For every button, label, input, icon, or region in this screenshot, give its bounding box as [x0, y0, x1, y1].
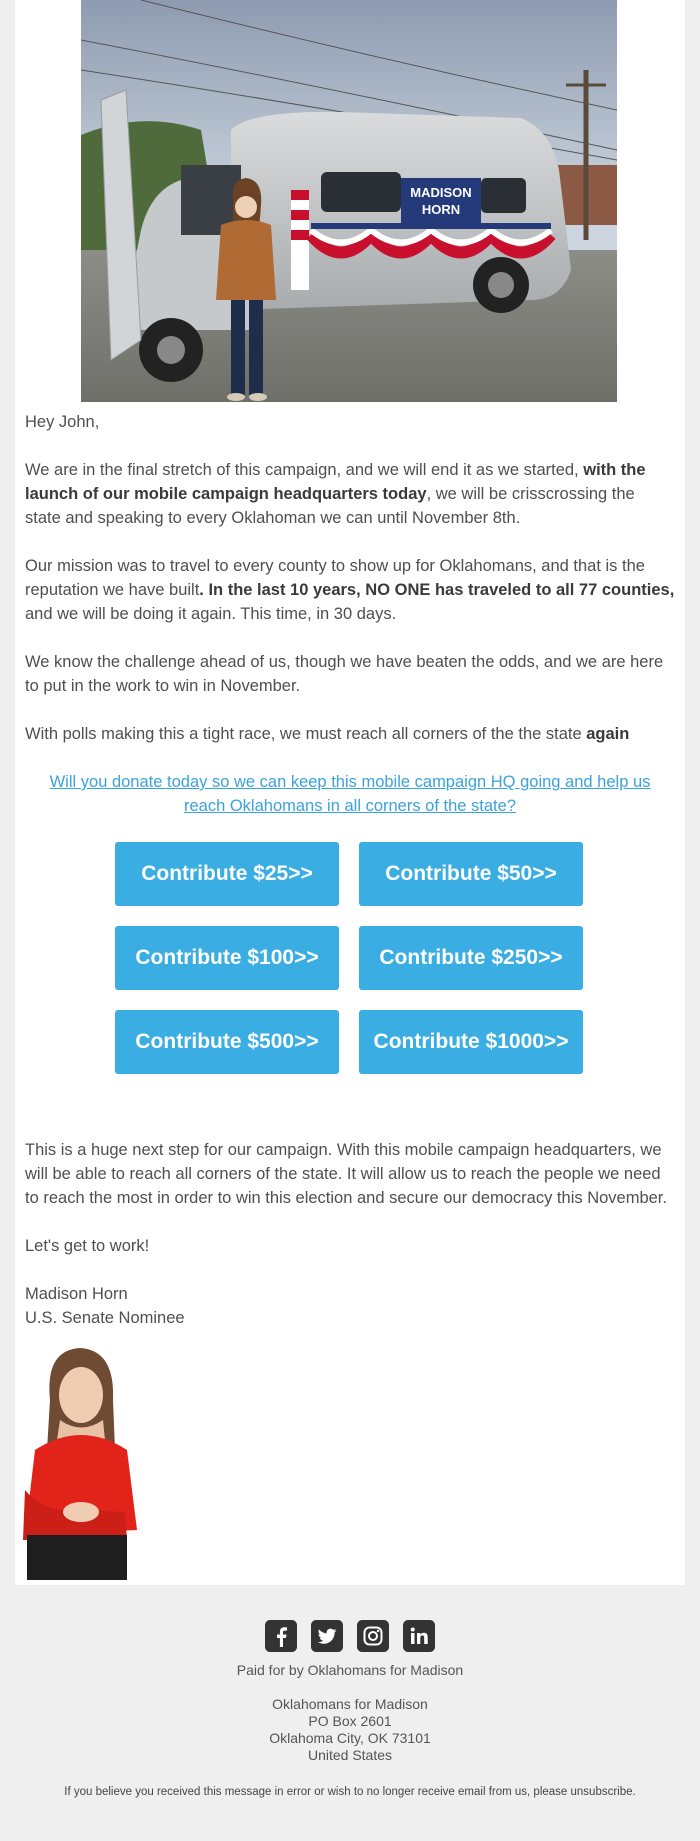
hero-sign-line2: HORN — [421, 202, 461, 217]
instagram-icon[interactable] — [357, 1620, 389, 1652]
signature — [25, 1282, 675, 1330]
contribute-250-button[interactable]: Contribute $250>> — [359, 926, 583, 990]
linkedin-glyph — [408, 1625, 430, 1647]
greeting: Hey John, — [25, 413, 100, 431]
address-org: Oklahomans for Madison — [272, 1696, 428, 1712]
candidate-portrait — [15, 1340, 145, 1580]
paragraph-mission-text: Our mission was to travel to every county to show up for Oklahomans, and that is the reputation we have built — [25, 557, 645, 599]
signature-title: U.S. Senate Nominee — [25, 1309, 185, 1327]
address-country: United States — [307, 1747, 393, 1763]
paragraph-challenge: We know the challenge ahead of us, though we have beaten the odds, and we are here to put in the work to win in November. — [25, 653, 664, 695]
paragraph-polls-text: With polls making this a tight race, we must reach all corners of the the state — [25, 725, 587, 743]
contribute-50-button[interactable]: Contribute $50>> — [359, 842, 583, 906]
twitter-glyph — [316, 1625, 338, 1647]
unsubscribe-notice[interactable]: If you believe you received this message in error or wish to no longer receive email from us, please unsubscribe. — [64, 1786, 636, 1798]
paragraph-launch — [25, 458, 675, 530]
paragraph-launch-bold: with the launch of our mobile campaign headquarters today — [25, 461, 646, 503]
facebook-icon[interactable] — [265, 1620, 297, 1652]
hero-sign-line1: MADISON — [410, 185, 472, 200]
paragraph-call-to-action: Let's get to work! — [25, 1237, 150, 1255]
address-po-box: PO Box 2601 — [308, 1713, 392, 1729]
signature-name: Madison Horn — [25, 1285, 128, 1303]
linkedin-icon[interactable] — [403, 1620, 435, 1652]
contribute-500-button[interactable]: Contribute $500>> — [115, 1010, 339, 1074]
footer — [0, 1620, 700, 1798]
social-links — [0, 1620, 700, 1652]
paragraph-mission — [25, 554, 675, 626]
hero-photo-mobile-hq-van — [81, 0, 617, 402]
paragraph-mission-bold: . In the last 10 years, NO ONE has traveled to all 77 counties, — [199, 581, 675, 599]
contribute-25-button[interactable]: Contribute $25>> — [115, 842, 339, 906]
mailing-address — [0, 1696, 700, 1764]
paragraph-mission-text-end: and we will be doing it again. This time, in 30 days. — [25, 605, 397, 623]
twitter-icon[interactable] — [311, 1620, 343, 1652]
email-card — [15, 0, 685, 1585]
hero-illustration — [81, 0, 617, 402]
contribute-100-button[interactable]: Contribute $100>> — [115, 926, 339, 990]
paragraph-polls — [25, 722, 675, 746]
instagram-glyph — [362, 1625, 384, 1647]
email-body — [25, 410, 675, 1354]
donate-ask — [25, 770, 675, 818]
address-city: Oklahoma City, OK 73101 — [269, 1730, 431, 1746]
paid-for-disclaimer: Paid for by Oklahomans for Madison — [236, 1662, 464, 1678]
donate-link[interactable]: Will you donate today so we can keep this mobile campaign HQ going and help us reach Oklahomans in all corners of the state? — [49, 773, 651, 815]
facebook-glyph — [270, 1625, 292, 1647]
paragraph-next-step: This is a huge next step for our campaign. With this mobile campaign headquarters, we will be able to reach all corners of the state. It will allow us to reach the people we need to reach the most in order to win this election and secure our democracy this November. — [25, 1141, 667, 1207]
paragraph-launch-text: We are in the final stretch of this campaign, and we will end it as we started, — [25, 461, 584, 479]
contribute-1000-button[interactable]: Contribute $1000>> — [359, 1010, 583, 1074]
contribute-buttons — [115, 842, 585, 1074]
paragraph-polls-bold: again — [586, 725, 630, 743]
paragraph-launch-text-end: , we will be crisscrossing the state and speaking to every Oklahoman we can until November 8th. — [25, 485, 635, 527]
portrait-illustration — [15, 1340, 145, 1580]
